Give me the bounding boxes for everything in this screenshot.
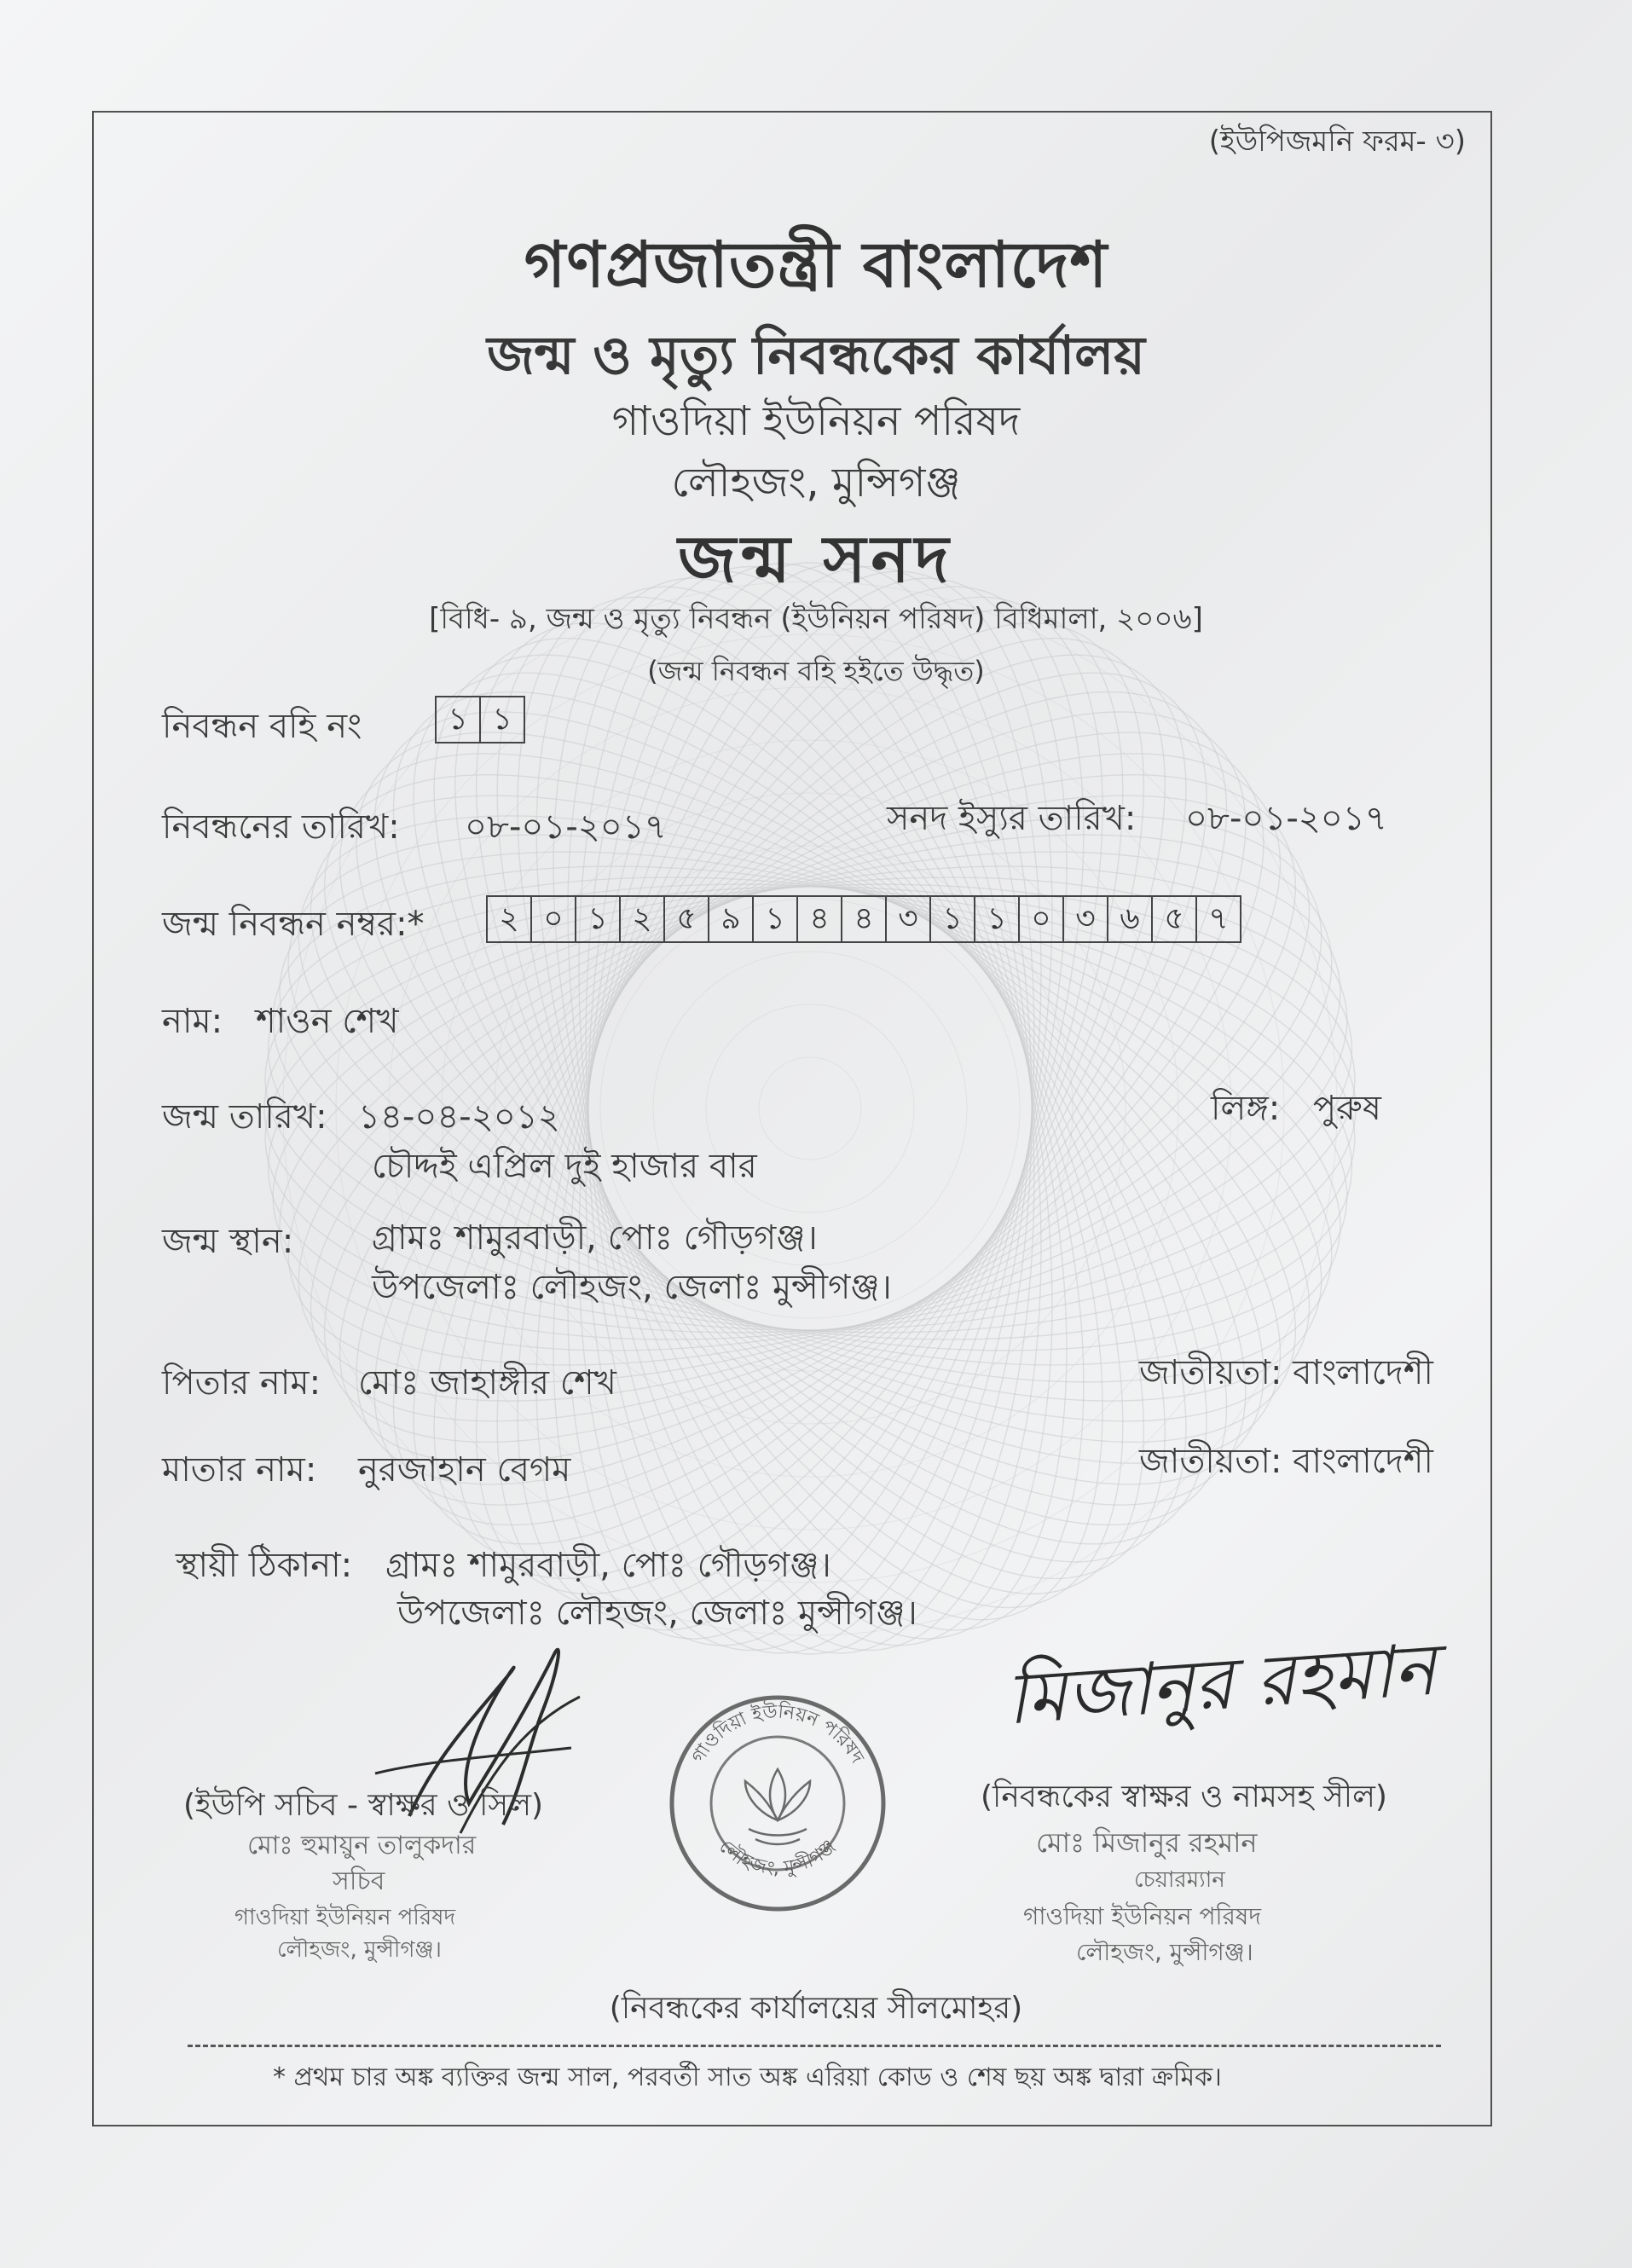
location-title: লৌহজং, মুন্সিগঞ্জ (671, 459, 961, 506)
reg-digit: ৬ (1107, 895, 1153, 943)
mother-nationality: জাতীয়তা: বাংলাদেশী (1139, 1442, 1433, 1481)
extract-note: (জন্ম নিবন্ধন বহি হইতে উদ্ধৃত) (647, 655, 985, 687)
dob-value: ১৪-০৪-২০১২ (358, 1097, 560, 1137)
birthplace-label: জন্ম স্থান: (162, 1222, 294, 1261)
registrar-signature: মিজানুর রহমান (1003, 1627, 1439, 1741)
seal-label: (নিবন্ধকের কার্যালয়ের সীলমোহর) (609, 1991, 1023, 2026)
birthplace-line-2: উপজেলাঃ লৌহজং, জেলাঃ মুন্সীগঞ্জ। (372, 1268, 892, 1307)
registrar-name: মোঃ মিজানুর রহমান (1036, 1826, 1258, 1859)
name-value: শাওন শেখ (256, 1002, 399, 1041)
union-title: গাওদিয়া ইউনিয়ন পরিষদ (611, 397, 1021, 445)
issue-date-label: সনদ ইস্যুর তারিখ: (887, 799, 1137, 838)
country-title: গণপ্রজাতন্ত্রী বাংলাদেশ (524, 229, 1108, 302)
secretary-name: মোঃ হুমায়ুন তালুকদার (247, 1831, 477, 1860)
registrar-union: গাওদিয়া ইউনিয়ন পরিষদ (1023, 1902, 1262, 1930)
footnote-divider (188, 2045, 1441, 2047)
rule-reference: [বিধি- ৯, জন্ম ও মৃত্যু নিবন্ধন (ইউনিয়ন পরিষদ) বিধিমালা, ২০০৬] (429, 602, 1203, 636)
mother-label: মাতার নাম: (162, 1450, 317, 1490)
reg-digit: ৯ (708, 895, 754, 943)
book-digit: ১ (479, 696, 525, 743)
registration-number-label: জন্ম নিবন্ধন নম্বর:* (162, 905, 425, 944)
reg-digit: ৩ (1062, 895, 1108, 943)
lotus-emblem-icon (745, 1769, 810, 1844)
reg-digit: ৫ (1151, 895, 1197, 943)
mother-value: নুরজাহান বেগম (358, 1450, 571, 1490)
address-line-2: উপজেলাঃ লৌহজং, জেলাঃ মুন্সীগঞ্জ। (397, 1594, 917, 1633)
reg-digit: ০ (1018, 895, 1064, 943)
sex-value: পুরুষ (1313, 1089, 1381, 1128)
reg-digit: ১ (752, 895, 798, 943)
seal-bottom-text: লৌহজং, মুন্সীগঞ্জ (715, 1836, 841, 1880)
dob-in-words: চৌদ্দই এপ্রিল দুই হাজার বার (372, 1147, 757, 1186)
address-label: স্থায়ী ঠিকানা: (176, 1546, 353, 1585)
registrar-title: চেয়ারম্যান (1134, 1867, 1225, 1893)
reg-digit: ১ (575, 895, 621, 943)
father-value: মোঃ জাহাঙ্গীর শেখ (358, 1363, 616, 1403)
birthplace-line-1: গ্রামঃ শামুরবাড়ী, পোঃ গৌড়গঞ্জ। (372, 1218, 818, 1258)
svg-text:গাওদিয়া ইউনিয়ন পরিষদ (688, 1700, 868, 1768)
secretary-title: সচিব (333, 1866, 385, 1896)
registrar-label: (নিবন্ধকের স্বাক্ষর ও নামসহ সীল) (981, 1779, 1387, 1814)
reg-digit: ০ (530, 895, 576, 943)
certificate-title: জন্ম সনদ (678, 521, 954, 597)
reg-digit: ৫ (663, 895, 709, 943)
reg-digit: ৭ (1195, 895, 1241, 943)
book-number-boxes (435, 696, 524, 743)
sex-label: লিঙ্গ: (1211, 1089, 1281, 1128)
registration-date-value: ০৮-০১-২০১৭ (465, 807, 667, 847)
reg-digit: ২ (486, 895, 532, 943)
book-number-label: নিবন্ধন বহি নং (162, 707, 362, 746)
secretary-location: লৌহজং, মুন্সীগঞ্জ। (277, 1937, 442, 1963)
issue-date-value: ০৮-০১-২০১৭ (1185, 799, 1387, 838)
secretary-label: (ইউপি সচিব - স্বাক্ষর ও সিল) (183, 1788, 544, 1823)
reg-digit: ৪ (796, 895, 842, 943)
book-digit: ১ (435, 696, 481, 743)
father-nationality: জাতীয়তা: বাংলাদেশী (1139, 1353, 1433, 1392)
reg-digit: ৪ (841, 895, 887, 943)
reg-digit: ৩ (885, 895, 931, 943)
registrar-location: লৌহজং, মুন্সীগঞ্জ। (1076, 1938, 1253, 1966)
seal-top-text: গাওদিয়া ইউনিয়ন পরিষদ (687, 1701, 868, 1768)
svg-text:লৌহজং, মুন্সীগঞ্জ (715, 1835, 841, 1879)
secretary-union: গাওদিয়া ইউনিয়ন পরিষদ (234, 1905, 456, 1930)
footnote: * প্রথম চার অঙ্ক ব্যক্তির জন্ম সাল, পরবর্তী সাত অঙ্ক এরিয়া কোড ও শেষ ছয় অঙ্ক দ্বারা ক্রমিক। (273, 2063, 1222, 2092)
office-seal (667, 1692, 888, 1914)
form-number: (ইউপিজমনি ফরম- ৩) (1208, 124, 1466, 159)
dob-label: জন্ম তারিখ: (162, 1097, 327, 1137)
address-line-1: গ্রামঃ শামুরবাড়ী, পোঃ গৌড়গঞ্জ। (385, 1546, 831, 1585)
reg-digit: ১ (974, 895, 1020, 943)
registration-number-boxes (486, 895, 1240, 943)
reg-digit: ২ (619, 895, 665, 943)
office-title: জন্ম ও মৃত্যু নিবন্ধকের কার্যালয় (487, 324, 1145, 386)
name-label: নাম: (162, 1002, 223, 1041)
father-label: পিতার নাম: (162, 1363, 321, 1403)
registration-date-label: নিবন্ধনের তারিখ: (162, 807, 400, 847)
reg-digit: ১ (929, 895, 975, 943)
